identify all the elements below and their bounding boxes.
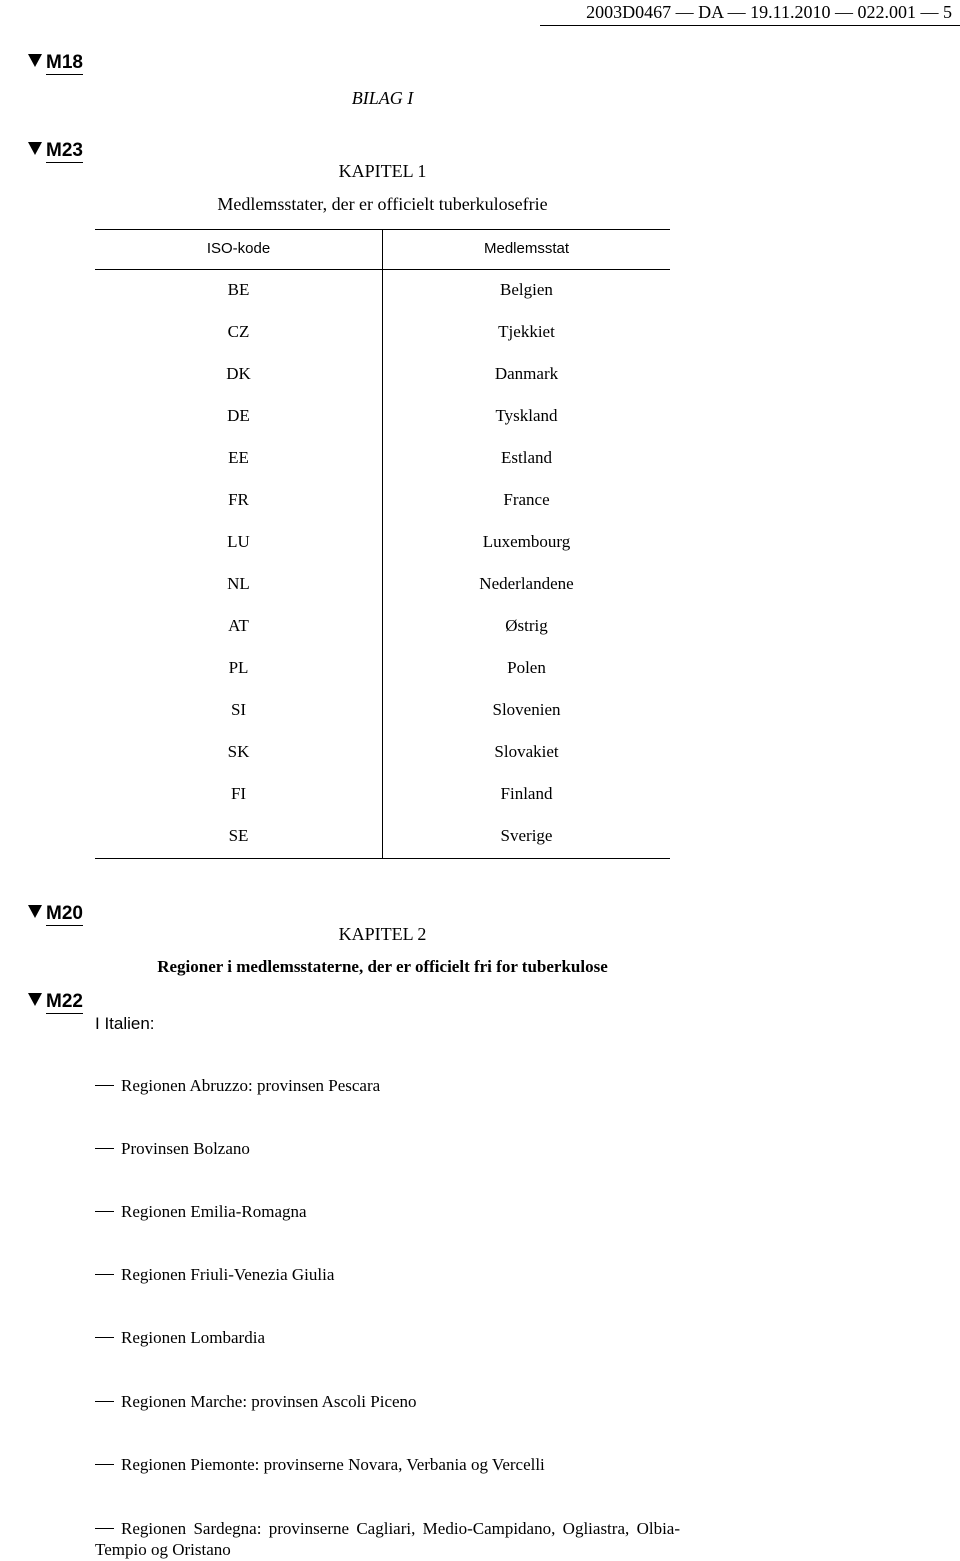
- member-state-cell: Nederlandene: [479, 574, 574, 593]
- column-header-member-state: Medlemsstat: [483, 240, 570, 257]
- amendment-marker-m18[interactable]: [28, 52, 83, 75]
- list-item: [95, 1202, 307, 1222]
- amendment-marker-m23[interactable]: [28, 140, 83, 163]
- list-item: [95, 1328, 265, 1348]
- chapter-2-title: KAPITEL 2: [338, 924, 427, 944]
- marker-label: M20: [46, 903, 83, 924]
- member-state-cell: Slovakiet: [494, 742, 559, 761]
- amendment-marker-m20[interactable]: [28, 903, 83, 926]
- section-label-italy: I Italien:: [95, 1014, 155, 1033]
- list-item: [95, 1265, 334, 1285]
- list-item: [95, 1518, 680, 1560]
- list-item: [95, 1392, 417, 1412]
- iso-code-cell: CZ: [227, 322, 250, 341]
- member-state-cell: France: [503, 490, 550, 509]
- iso-code-cell: AT: [228, 616, 249, 635]
- dash-bullet-icon: [95, 1401, 114, 1402]
- iso-code-cell: FI: [230, 784, 247, 803]
- list-item: [95, 1076, 380, 1096]
- member-state-cell: Luxembourg: [482, 532, 571, 551]
- column-header-iso: ISO-kode: [206, 240, 271, 257]
- chapter-1-title: KAPITEL 1: [338, 161, 427, 181]
- member-state-cell: Finland: [500, 784, 553, 803]
- iso-code-cell: EE: [228, 448, 249, 467]
- amendment-marker-m22[interactable]: [28, 991, 83, 1014]
- list-item: [95, 1139, 250, 1159]
- iso-code-cell: DE: [227, 406, 250, 425]
- region-text: Regionen Abruzzo: provinsen Pescara: [121, 1076, 381, 1095]
- iso-code-cell: LU: [227, 532, 250, 551]
- member-state-cell: Slovenien: [492, 700, 561, 719]
- member-state-cell: Estland: [501, 448, 552, 467]
- iso-code-cell: PL: [228, 658, 249, 677]
- region-text: Regionen Friuli-Venezia Giulia: [121, 1265, 335, 1284]
- marker-label: M22: [46, 991, 83, 1012]
- region-text: Regionen Sardegna: provinserne Cagliari, Medio-Campidano, Ogliastra, Olbia-Tempio og Oristano: [95, 1519, 680, 1559]
- dash-bullet-icon: [95, 1464, 114, 1465]
- member-state-cell: Tyskland: [495, 406, 558, 425]
- region-text: Regionen Emilia-Romagna: [121, 1202, 307, 1221]
- iso-code-cell: SI: [230, 700, 247, 719]
- iso-code-cell: SE: [228, 826, 249, 845]
- region-text: Regionen Marche: provinsen Ascoli Piceno: [121, 1392, 417, 1411]
- annex-title: BILAG I: [351, 88, 414, 108]
- member-state-cell: Østrig: [505, 616, 548, 635]
- member-state-cell: Sverige: [500, 826, 553, 845]
- marker-label: M23: [46, 140, 83, 161]
- chapter-2-subtitle: Regioner i medlemsstaterne, der er officielt fri for tuberkulose: [157, 957, 608, 976]
- member-state-cell: Belgien: [500, 280, 553, 299]
- triangle-down-icon: [28, 993, 42, 1006]
- iso-code-cell: FR: [228, 490, 249, 509]
- iso-code-cell: SK: [227, 742, 250, 761]
- marker-label: M18: [46, 52, 83, 73]
- iso-code-cell: BE: [227, 280, 250, 299]
- region-text: Provinsen Bolzano: [121, 1139, 250, 1158]
- triangle-down-icon: [28, 54, 42, 67]
- region-text: Regionen Piemonte: provinserne Novara, Verbania og Vercelli: [121, 1455, 545, 1474]
- chapter-1-subtitle: Medlemsstater, der er officielt tuberkulosefrie: [217, 194, 548, 214]
- region-text: Regionen Lombardia: [121, 1328, 265, 1347]
- dash-bullet-icon: [95, 1528, 114, 1529]
- member-state-cell: Tjekkiet: [498, 322, 555, 341]
- list-item: [95, 1455, 545, 1475]
- iso-code-cell: NL: [227, 574, 250, 593]
- triangle-down-icon: [28, 905, 42, 918]
- member-state-cell: Danmark: [494, 364, 559, 383]
- document-header: 2003D0467 — DA — 19.11.2010 — 022.001 — 5: [540, 0, 960, 26]
- dash-bullet-icon: [95, 1085, 114, 1086]
- dash-bullet-icon: [95, 1211, 114, 1212]
- iso-code-cell: DK: [226, 364, 251, 383]
- dash-bullet-icon: [95, 1337, 114, 1338]
- dash-bullet-icon: [95, 1274, 114, 1275]
- dash-bullet-icon: [95, 1148, 114, 1149]
- member-state-cell: Polen: [507, 658, 546, 677]
- triangle-down-icon: [28, 142, 42, 155]
